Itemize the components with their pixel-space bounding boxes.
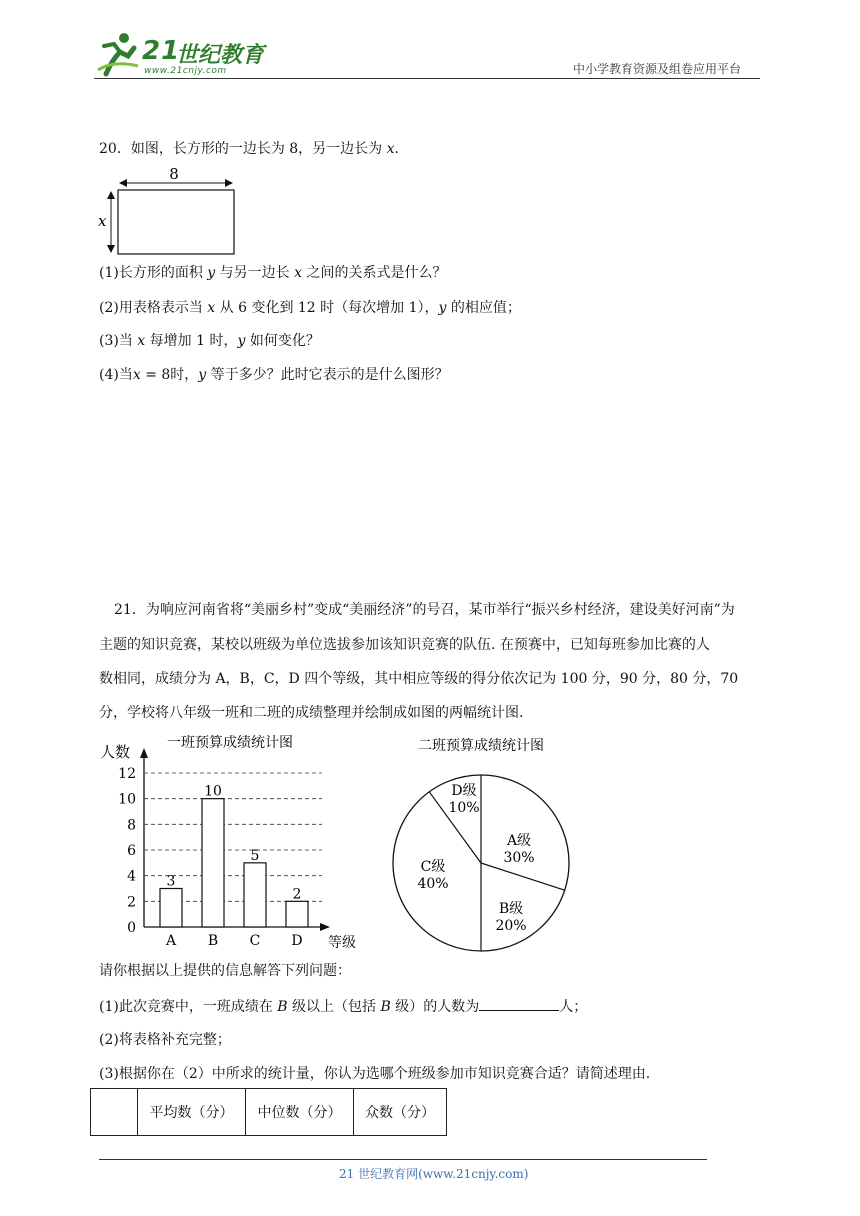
- q21-s1-d: 级）的人数为: [390, 999, 480, 1015]
- q20-p3-b: 每增加 1 时，: [145, 333, 238, 349]
- table-header-cell: 中位数（分）: [246, 1089, 354, 1136]
- rect-side-label: x: [98, 212, 107, 230]
- q21-prompt: 请你根据以上提供的信息解答下列问题：: [99, 963, 351, 979]
- rect-top-label: 8: [169, 165, 179, 183]
- x-tick-label: C: [249, 933, 261, 949]
- q21-sub2: (2)将表格补充完整；: [99, 1032, 231, 1048]
- rectangle-figure: [94, 164, 244, 256]
- q20-p1-b: 与另一边长: [215, 265, 295, 281]
- q20-p4-x: x: [132, 367, 141, 383]
- q20-p4-a: (4)当: [99, 367, 133, 383]
- runner-logo-icon: [94, 30, 142, 78]
- q21-s1-a: (1)此次竞赛中，一班成绩在: [99, 999, 278, 1015]
- class2-pie-chart: [385, 728, 585, 958]
- y-tick-label: 4: [127, 868, 136, 885]
- logo-chinese: 世纪教育: [176, 43, 265, 68]
- q20-p1-y: y: [207, 265, 216, 281]
- q20-part4: [99, 365, 449, 385]
- x-tick-label: D: [291, 933, 303, 949]
- q20-p1-c: 之间的关系式是什么？: [302, 265, 447, 281]
- bar-value-label: 3: [166, 873, 176, 890]
- q20-p1-a: (1)长方形的面积: [99, 265, 208, 281]
- pie-label: D级: [451, 783, 477, 799]
- x-tick-label: B: [207, 933, 219, 949]
- q20-p3-a: (3)当: [99, 333, 138, 349]
- bar-chart-title: 一班预算成绩统计图: [167, 735, 293, 751]
- stats-table: [90, 1088, 447, 1136]
- q21-s1-b2: B: [380, 999, 391, 1015]
- bar-C: [244, 863, 266, 927]
- q21-s1-c: 级以上（包括: [287, 999, 381, 1015]
- header-logo: [94, 30, 294, 80]
- q21-line3: 数相同，成绩分为 A，B，C，D 四个等级，其中相应等级的得分依次记为 100 分，90 分，80 分，70: [99, 671, 739, 687]
- bar-value-label: 5: [250, 847, 260, 864]
- footer-text: 21 世纪教育网(www.21cnjy.com): [339, 1167, 529, 1181]
- q20-p2-y: y: [438, 300, 447, 316]
- y-tick-label: 10: [118, 791, 136, 808]
- header-rule: [94, 78, 760, 79]
- bar-chart-xlabel: 等级: [328, 935, 356, 951]
- pie-chart-title: 二班预算成绩统计图: [418, 738, 544, 754]
- q20-p3-y: y: [237, 333, 246, 349]
- q20-p2-x: x: [207, 300, 216, 316]
- pie-percent-label: 30%: [503, 850, 535, 866]
- q21-line1: 21．为响应河南省将“美丽乡村”变成“美丽经济”的号召，某市举行“振兴乡村经济，建设美好河南”为: [114, 602, 735, 618]
- bar-value-label: 2: [292, 886, 302, 903]
- pie-percent-label: 20%: [495, 918, 527, 934]
- logo-number: 21: [142, 36, 181, 66]
- q20-p1-x: x: [294, 265, 303, 281]
- q20-p4-c: 等于多少？此时它表示的是什么图形？: [206, 367, 449, 383]
- q20-part2: [99, 298, 521, 318]
- y-tick-label: 12: [118, 766, 136, 782]
- bar-chart-ylabel: 人数: [100, 743, 131, 761]
- y-axis-arrow-icon: [140, 748, 148, 758]
- q21-s1-b1: B: [277, 999, 288, 1015]
- x-axis-arrow-icon: [320, 923, 330, 931]
- q20-part1: [99, 263, 446, 283]
- x-tick-label: A: [165, 933, 177, 949]
- answer-blank[interactable]: [479, 996, 559, 1011]
- q20-p2-b: 从 6 变化到 12 时（每次增加 1），: [215, 300, 439, 316]
- q20-intro-text: 20．如图，长方形的一边长为 8，另一边长为: [99, 141, 387, 157]
- pie-label: A级: [506, 833, 532, 849]
- pie-label: B级: [498, 901, 524, 917]
- y-tick-label: 2: [127, 894, 136, 911]
- bar-D: [286, 901, 308, 927]
- q20-p4-y: y: [198, 367, 207, 383]
- q21-line2: 主题的知识竞赛，某校以班级为单位选拔参加该知识竞赛的队伍. 在预赛中，已知每班参加比赛的人: [99, 637, 710, 653]
- table-row: [91, 1089, 447, 1136]
- q20-p4-b: = 8时，: [140, 367, 199, 383]
- y-tick-label: 0: [127, 920, 136, 936]
- table-header-cell: [91, 1089, 138, 1136]
- class1-bar-chart: [90, 728, 370, 952]
- y-tick-label: 8: [127, 817, 136, 834]
- table-header-cell: 平均数（分）: [138, 1089, 246, 1136]
- table-header-cell: 众数（分）: [354, 1089, 447, 1136]
- q20-p3-x: x: [137, 333, 146, 349]
- q21-sub3: (3)根据你在（2）中所求的统计量，你认为选哪个班级参加市知识竞赛合适？请简述理由.: [99, 1066, 651, 1082]
- header-platform-text: 中小学教育资源及组卷应用平台: [573, 62, 742, 76]
- pie-percent-label: 10%: [448, 800, 480, 816]
- q20-p2-a: (2)用表格表示当: [99, 300, 208, 316]
- bar-A: [160, 889, 182, 928]
- q20-intro-end: .: [394, 141, 399, 157]
- y-tick-label: 6: [127, 843, 136, 859]
- footer-rule: [99, 1159, 707, 1160]
- q20-intro: [99, 139, 399, 159]
- q20-p3-c: 如何变化？: [245, 333, 320, 349]
- pie-label: C级: [420, 859, 446, 875]
- bar-B: [202, 799, 224, 927]
- bar-value-label: 10: [204, 783, 222, 800]
- q21-line4: 分，学校将八年级一班和二班的成绩整理并绘制成如图的两幅统计图.: [99, 705, 524, 721]
- q20-part3: [99, 331, 320, 351]
- pie-percent-label: 40%: [417, 876, 449, 892]
- q21-sub1: [99, 996, 587, 1017]
- q20-p2-c: 的相应值；: [446, 300, 521, 316]
- q20-intro-var: x: [386, 141, 395, 157]
- q21-s1-e: 人；: [559, 999, 588, 1015]
- logo-url: www.21cnjy.com: [144, 66, 227, 76]
